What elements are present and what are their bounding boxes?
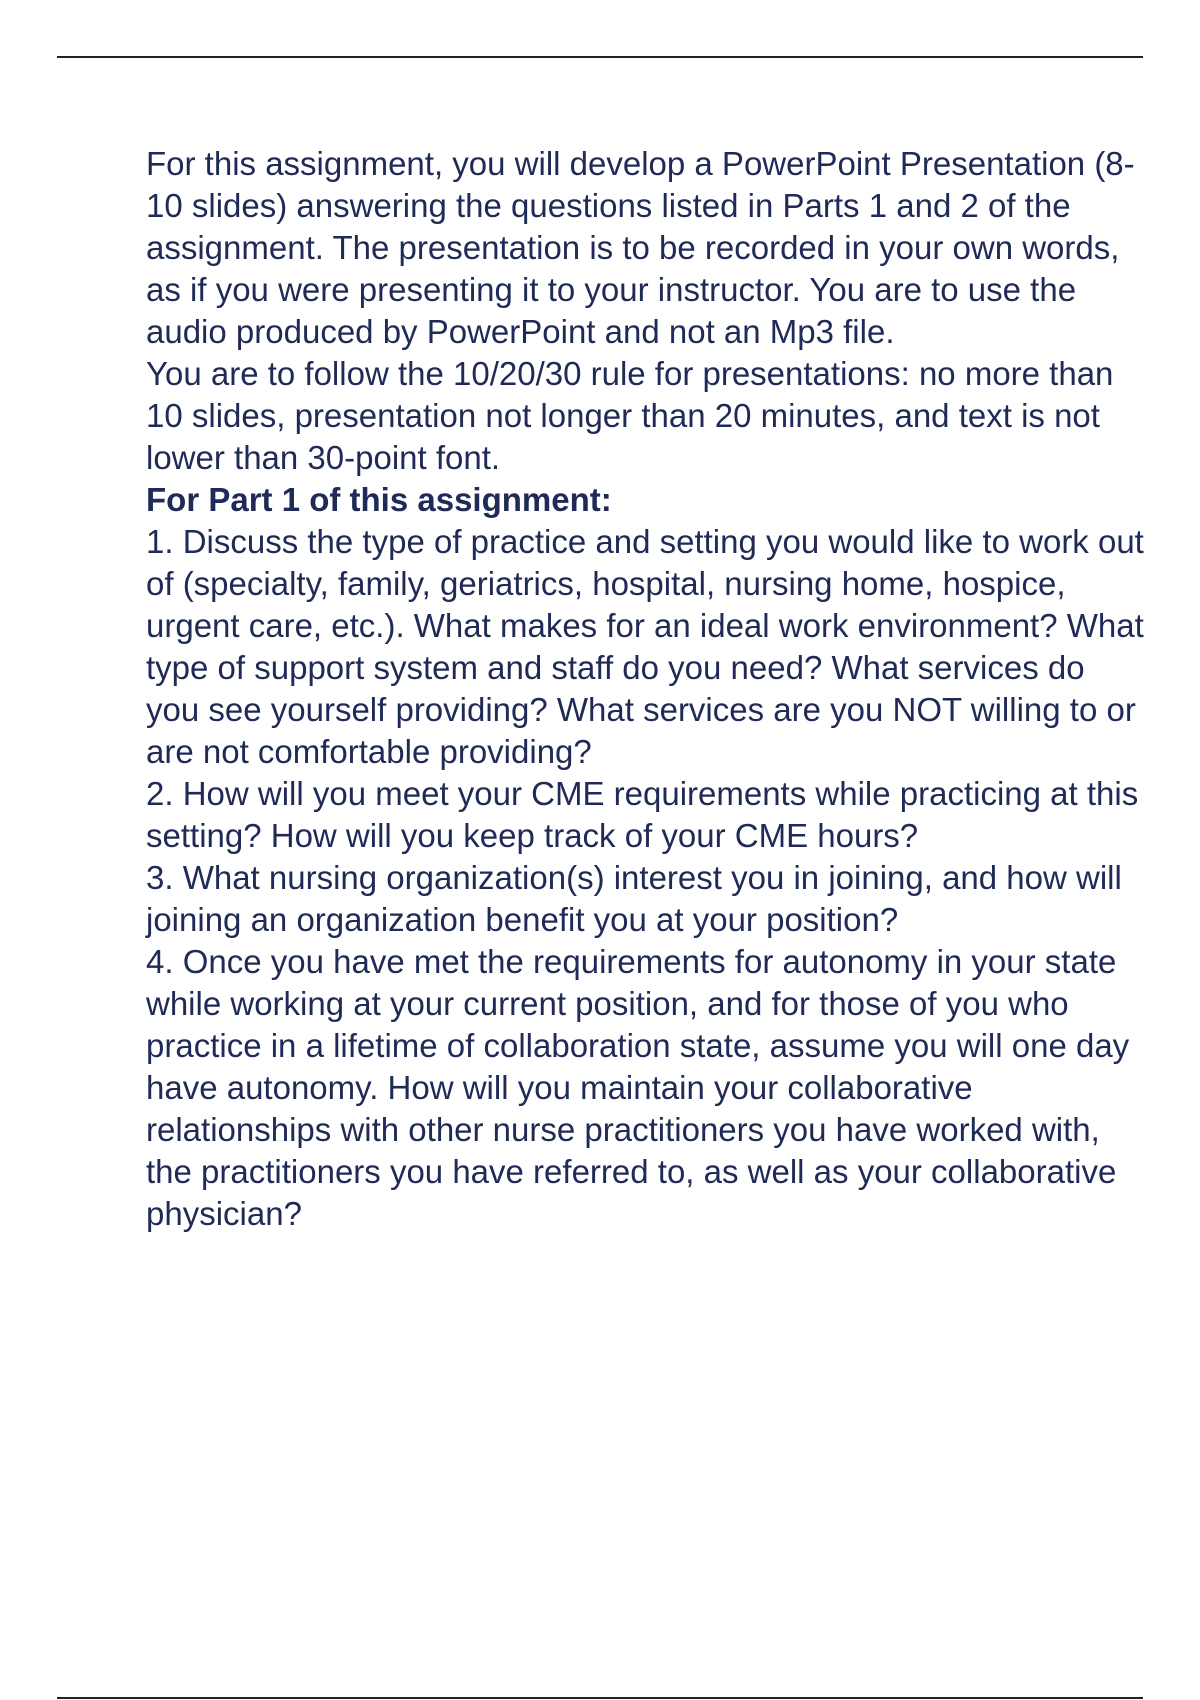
rule-paragraph: You are to follow the 10/20/30 rule for presentations: no more than 10 slides, presentation not longer than 20 minutes, and text is not lower than 30-point font.: [146, 355, 1114, 476]
question-1: 1. Discuss the type of practice and setting you would like to work out of (specialty, family, geriatrics, hospital, nursing home, hospice, urgent care, etc.). What makes for an ideal work environment? What type of support system and staff do you need? What services do you see yourself providing? What services are you NOT willing to or are not comfortable providing?: [146, 523, 1144, 770]
question-3: 3. What nursing organization(s) interest you in joining, and how will joining an organization benefit you at your position?: [146, 859, 1122, 938]
intro-paragraph: For this assignment, you will develop a PowerPoint Presentation (8-10 slides) answering the questions listed in Parts 1 and 2 of the assignment. The presentation is to be recorded in your own words, as if you were presenting it to your instructor. You are to use the audio produced by PowerPoint and not an Mp3 file.: [146, 145, 1135, 350]
part1-heading: For Part 1 of this assignment:: [146, 481, 612, 518]
bottom-divider: [57, 1697, 1143, 1699]
top-divider: [57, 56, 1143, 58]
question-4: 4. Once you have met the requirements for autonomy in your state while working at your current position, and for those of you who practice in a lifetime of collaboration state, assume you will one day have autonomy. How will you maintain your collaborative relationships with other nurse practitioners you have worked with, the practitioners you have referred to, as well as your collaborative physician?: [146, 943, 1130, 1232]
document-body: [146, 143, 1146, 1235]
question-2: 2. How will you meet your CME requirements while practicing at this setting? How will you keep track of your CME hours?: [146, 775, 1139, 854]
